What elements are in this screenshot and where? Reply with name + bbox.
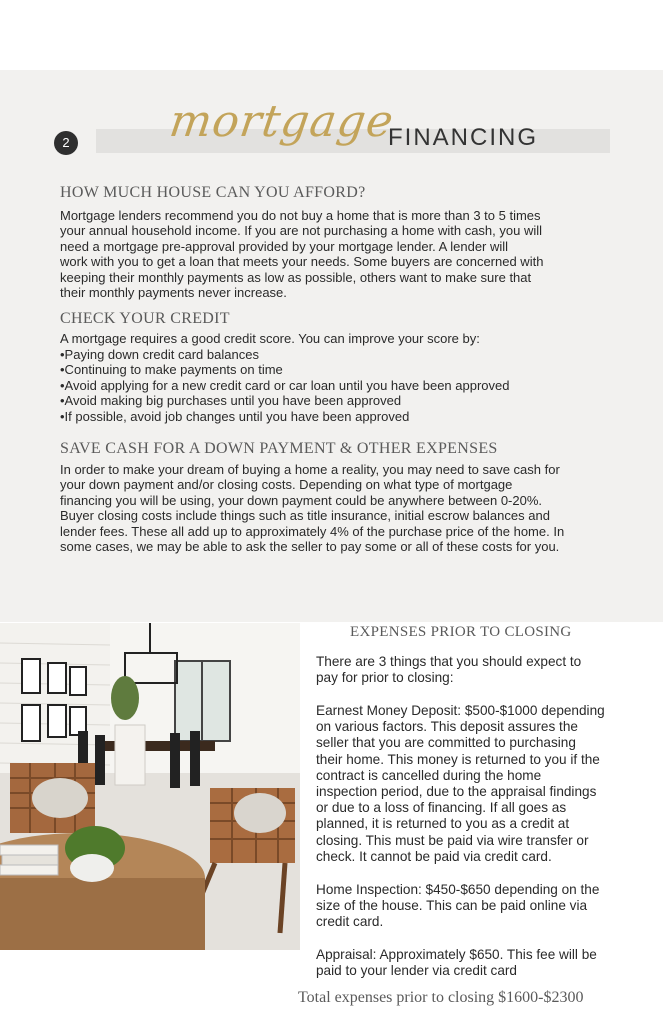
body-line: There are 3 things that you should expect to — [316, 654, 582, 669]
body-line: paid to your lender via credit card — [316, 963, 517, 979]
dining-room-photo — [0, 623, 300, 950]
body-line: their monthly payments never increase. — [60, 285, 287, 301]
body-line: Earnest Money Deposit: $500-$1000 depending — [316, 703, 605, 718]
section-heading-save-cash: SAVE CASH FOR A DOWN PAYMENT & OTHER EXPENSES — [60, 440, 498, 457]
body-line: inspection period, due to the appraisal findings — [316, 784, 597, 800]
title-script: mortgage — [166, 96, 398, 147]
body-line: some cases, we may be able to ask the seller to pay some or all of these costs for you. — [60, 539, 560, 555]
body-line: seller that you are committed to purchasing — [316, 735, 576, 751]
list-item: •Paying down credit card balances — [60, 347, 259, 362]
section-heading-credit: CHECK YOUR CREDIT — [60, 310, 230, 327]
list-item: •If possible, avoid job changes until you have been approved — [60, 408, 410, 424]
body-line: work with you to get a loan that meets your needs. Some buyers are concerned with — [60, 254, 544, 270]
body-line: closing. This must be paid via wire transfer or — [316, 832, 589, 848]
body-line: keeping their monthly payments as low as possible, others want to make sure that — [60, 269, 532, 285]
body-line: your annual household income. If you are not purchasing a home with cash, you will — [60, 223, 543, 239]
body-line: lender fees. These all add up to approximately 4% of the purchase price of the home. In — [60, 523, 565, 539]
body-line: Buyer closing costs include things such as title insurance, initial escrow balances and — [60, 508, 550, 524]
home-inspection-paragraph — [316, 882, 656, 931]
appraisal-paragraph — [316, 947, 656, 979]
body-line: Appraisal: Approximately $650. This fee will be — [316, 947, 597, 962]
section-body-save-cash — [60, 462, 564, 554]
body-line: pay for prior to closing: — [316, 670, 454, 686]
body-line: on various factors. This deposit assures the — [316, 719, 578, 735]
list-item: •Avoid making big purchases until you have been approved — [60, 393, 402, 409]
list-item: •Continuing to make payments on time — [60, 362, 283, 378]
expenses-heading: EXPENSES PRIOR TO CLOSING — [350, 624, 572, 640]
body-line: contract is cancelled during the home — [316, 767, 542, 783]
body-line: need a mortgage pre-approval provided by your mortgage lender. A lender will — [60, 238, 509, 254]
body-line: check. It cannot be paid via credit card. — [316, 848, 552, 864]
credit-list — [60, 347, 509, 424]
body-line: Mortgage lenders recommend you do not buy a home that is more than 3 to 5 times — [60, 208, 541, 223]
body-line: financing you will be using, your down payment could be anywhere between 0-20%. — [60, 492, 543, 508]
section-body-afford — [60, 208, 543, 300]
earnest-money-paragraph — [316, 703, 656, 865]
body-line: credit card. — [316, 914, 384, 930]
expenses-intro — [316, 654, 656, 686]
total-expenses: Total expenses prior to closing $1600-$2300 — [298, 989, 584, 1006]
body-line: their home. This money is returned to you if the — [316, 751, 600, 767]
body-line: your down payment and/or closing costs. Depending on what type of mortgage — [60, 477, 513, 493]
body-line: size of the house. This can be paid online via — [316, 898, 588, 914]
credit-intro: A mortgage requires a good credit score. You can improve your score by: — [60, 331, 480, 346]
title-caps: FINANCING — [388, 124, 538, 151]
body-line: planned, it is returned to you as a credit at — [316, 816, 570, 832]
body-line: or due to a loss of financing. If all goes as — [316, 800, 567, 816]
page-number-badge: 2 — [54, 131, 78, 155]
body-line: Home Inspection: $450-$650 depending on the — [316, 882, 600, 897]
section-heading-afford: HOW MUCH HOUSE CAN YOU AFFORD? — [60, 184, 366, 201]
body-line: In order to make your dream of buying a home a reality, you may need to save cash for — [60, 462, 560, 477]
list-item: •Avoid applying for a new credit card or car loan until you have been approved — [60, 377, 510, 393]
